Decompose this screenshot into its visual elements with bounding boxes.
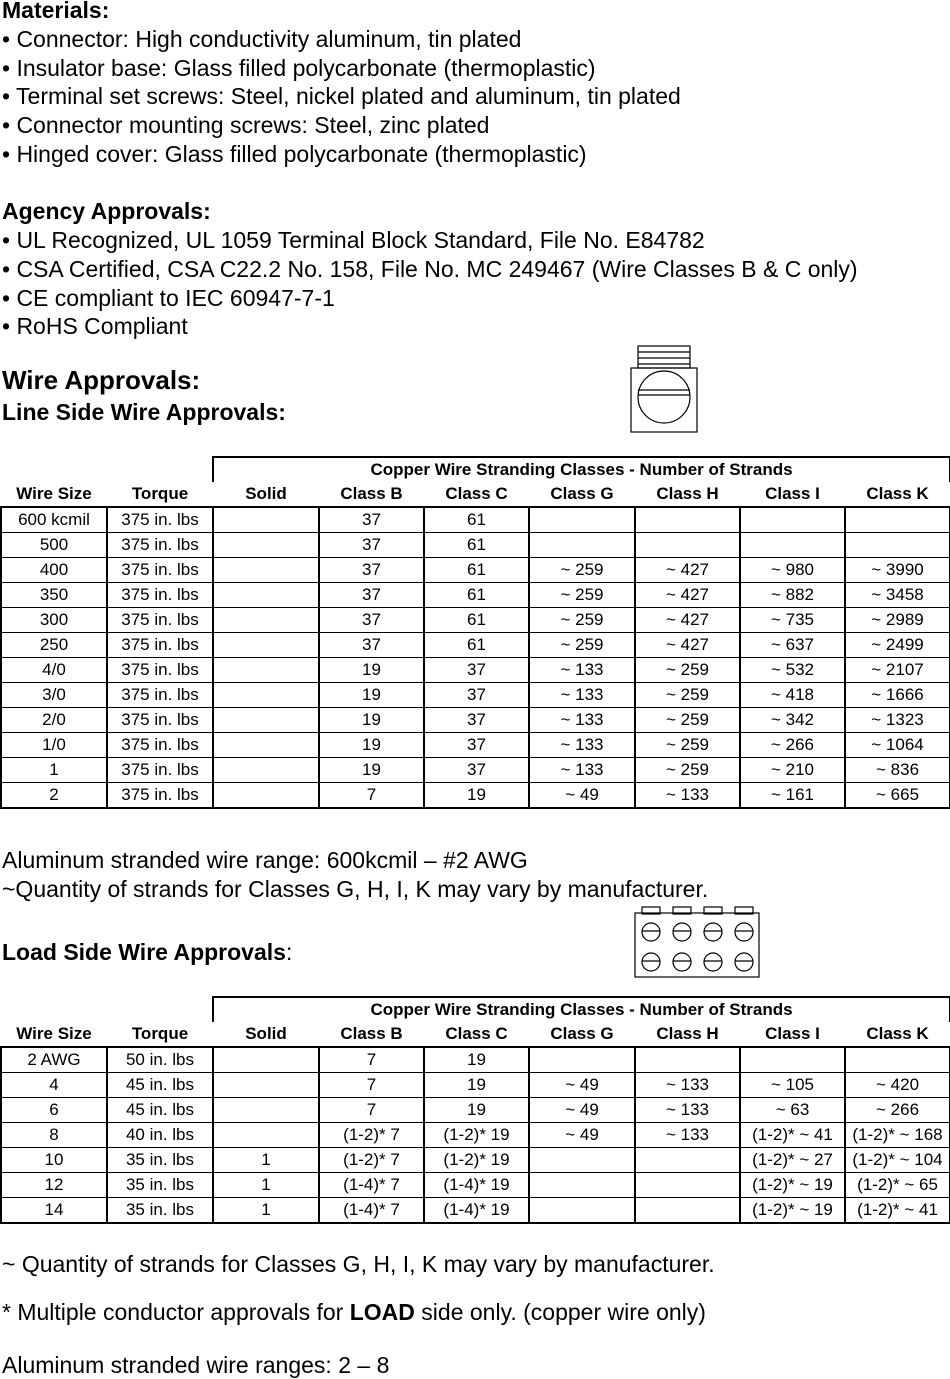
- load-side-heading: Load Side Wire Approvals: [2, 939, 286, 965]
- col-solid: Solid: [213, 1022, 319, 1047]
- cell-class-h: ~ 427: [635, 583, 740, 608]
- cell-class-h: ~ 259: [635, 733, 740, 758]
- cell-class-c: 37: [424, 658, 529, 683]
- cell-class-k: ~ 836: [845, 758, 950, 783]
- cell-torque: 375 in. lbs: [107, 708, 213, 733]
- cell-class-g: ~ 133: [529, 733, 635, 758]
- col-class-i: Class I: [740, 1022, 845, 1047]
- cell-class-b: 19: [319, 708, 424, 733]
- cell-class-g: ~ 133: [529, 658, 635, 683]
- materials-item: • Terminal set screws: Steel, nickel plated and aluminum, tin plated: [2, 83, 681, 109]
- col-class-i: Class I: [740, 482, 845, 507]
- cell-torque: 45 in. lbs: [107, 1073, 213, 1098]
- cell-solid: [213, 608, 319, 633]
- cell-class-i: ~ 735: [740, 608, 845, 633]
- cell-solid: [213, 558, 319, 583]
- table-row: [1, 507, 950, 533]
- cell-class-h: [635, 1198, 740, 1224]
- col-torque: Torque: [107, 1022, 213, 1047]
- cell-solid: [213, 783, 319, 809]
- cell-class-g: ~ 133: [529, 758, 635, 783]
- cell-class-i: (1-2)* ~ 41: [740, 1123, 845, 1148]
- cell-class-b: (1-4)* 7: [319, 1173, 424, 1198]
- table-row: [1, 708, 950, 733]
- cell-wire-size: 2/0: [1, 708, 107, 733]
- cell-class-h: ~ 259: [635, 708, 740, 733]
- cell-class-b: (1-4)* 7: [319, 1198, 424, 1224]
- stranding-group-header: Copper Wire Stranding Classes - Number of Strands: [213, 997, 950, 1022]
- cell-solid: [213, 583, 319, 608]
- cell-class-c: 37: [424, 683, 529, 708]
- cell-class-c: 37: [424, 758, 529, 783]
- agency-item: • CE compliant to IEC 60947-7-1: [2, 285, 335, 311]
- cell-class-g: ~ 259: [529, 583, 635, 608]
- cell-class-i: ~ 63: [740, 1098, 845, 1123]
- col-class-b: Class B: [319, 482, 424, 507]
- load-side-table: [0, 996, 950, 1224]
- cell-class-i: ~ 532: [740, 658, 845, 683]
- cell-class-g: [529, 1198, 635, 1224]
- cell-torque: 375 in. lbs: [107, 533, 213, 558]
- cell-class-g: ~ 133: [529, 708, 635, 733]
- agency-item: • RoHS Compliant: [2, 313, 188, 339]
- cell-class-h: [635, 1148, 740, 1173]
- load-connector-diagram: [634, 906, 760, 978]
- agency-item: • UL Recognized, UL 1059 Terminal Block Standard, File No. E84782: [2, 227, 705, 253]
- col-wire-size: Wire Size: [1, 1022, 107, 1047]
- cell-class-h: [635, 1047, 740, 1073]
- cell-wire-size: 2 AWG: [1, 1047, 107, 1073]
- cell-class-c: 61: [424, 583, 529, 608]
- cell-class-k: ~ 420: [845, 1073, 950, 1098]
- table-row: [1, 1098, 950, 1123]
- cell-wire-size: 12: [1, 1173, 107, 1198]
- cell-torque: 375 in. lbs: [107, 783, 213, 809]
- cell-class-c: 61: [424, 558, 529, 583]
- cell-class-g: ~ 49: [529, 783, 635, 809]
- cell-solid: [213, 633, 319, 658]
- cell-class-i: ~ 105: [740, 1073, 845, 1098]
- cell-class-c: 61: [424, 633, 529, 658]
- cell-wire-size: 4/0: [1, 658, 107, 683]
- cell-solid: [213, 1098, 319, 1123]
- cell-class-h: ~ 427: [635, 608, 740, 633]
- line-note-aluminum: Aluminum stranded wire range: 600kcmil – #2 AWG: [2, 847, 528, 873]
- cell-class-k: ~ 266: [845, 1098, 950, 1123]
- cell-class-b: 37: [319, 608, 424, 633]
- agency-item: • CSA Certified, CSA C22.2 No. 158, File No. MC 249467 (Wire Classes B & C only): [2, 256, 858, 282]
- cell-solid: [213, 533, 319, 558]
- load-table-body: [1, 1047, 950, 1223]
- cell-class-g: [529, 507, 635, 533]
- cell-torque: 375 in. lbs: [107, 583, 213, 608]
- cell-class-k: ~ 2107: [845, 658, 950, 683]
- header-spacer: [1, 457, 213, 482]
- cell-wire-size: 2: [1, 783, 107, 809]
- cell-class-h: ~ 133: [635, 1098, 740, 1123]
- cell-class-h: ~ 259: [635, 658, 740, 683]
- cell-class-g: ~ 259: [529, 608, 635, 633]
- table-row: [1, 658, 950, 683]
- cell-class-k: ~ 1323: [845, 708, 950, 733]
- cell-class-c: (1-4)* 19: [424, 1173, 529, 1198]
- cell-torque: 50 in. lbs: [107, 1047, 213, 1073]
- cell-class-i: ~ 637: [740, 633, 845, 658]
- table-row: [1, 1173, 950, 1198]
- cell-torque: 375 in. lbs: [107, 733, 213, 758]
- cell-class-b: 19: [319, 683, 424, 708]
- cell-class-b: 19: [319, 758, 424, 783]
- cell-solid: [213, 708, 319, 733]
- cell-torque: 375 in. lbs: [107, 758, 213, 783]
- load-note-aluminum: Aluminum stranded wire ranges: 2 – 8: [2, 1352, 390, 1378]
- load-note-quantity: ~ Quantity of strands for Classes G, H, I, K may vary by manufacturer.: [2, 1251, 715, 1277]
- load-side-colon: :: [285, 939, 293, 965]
- cell-class-g: [529, 1148, 635, 1173]
- table-row: [1, 758, 950, 783]
- materials-heading: Materials:: [2, 0, 110, 23]
- materials-item: • Connector: High conductivity aluminum, tin plated: [2, 26, 522, 52]
- cell-class-k: ~ 3990: [845, 558, 950, 583]
- cell-class-i: [740, 1047, 845, 1073]
- cell-class-h: ~ 133: [635, 1123, 740, 1148]
- cell-wire-size: 1: [1, 758, 107, 783]
- cell-class-c: 61: [424, 608, 529, 633]
- cell-class-g: [529, 533, 635, 558]
- cell-class-c: (1-2)* 19: [424, 1148, 529, 1173]
- cell-wire-size: 400: [1, 558, 107, 583]
- cell-torque: 35 in. lbs: [107, 1198, 213, 1224]
- cell-class-g: ~ 259: [529, 633, 635, 658]
- table-row: [1, 558, 950, 583]
- table-row: [1, 583, 950, 608]
- line-connector-diagram: [630, 345, 698, 435]
- cell-torque: 35 in. lbs: [107, 1148, 213, 1173]
- cell-class-h: ~ 427: [635, 633, 740, 658]
- cell-class-k: ~ 2499: [845, 633, 950, 658]
- cell-class-g: ~ 49: [529, 1123, 635, 1148]
- cell-solid: [213, 1047, 319, 1073]
- cell-class-k: (1-2)* ~ 168: [845, 1123, 950, 1148]
- col-class-c: Class C: [424, 1022, 529, 1047]
- cell-solid: [213, 733, 319, 758]
- cell-class-b: 7: [319, 783, 424, 809]
- materials-item: • Insulator base: Glass filled polycarbonate (thermoplastic): [2, 55, 596, 81]
- load-note-multiple-bold: LOAD: [349, 1299, 415, 1325]
- cell-class-i: ~ 161: [740, 783, 845, 809]
- wire-approvals-heading: Wire Approvals:: [2, 365, 201, 395]
- cell-class-i: ~ 980: [740, 558, 845, 583]
- cell-class-i: ~ 342: [740, 708, 845, 733]
- cell-class-g: ~ 49: [529, 1073, 635, 1098]
- col-class-g: Class G: [529, 482, 635, 507]
- cell-solid: 1: [213, 1173, 319, 1198]
- table-row: [1, 1047, 950, 1073]
- cell-class-i: ~ 210: [740, 758, 845, 783]
- cell-solid: [213, 507, 319, 533]
- cell-class-i: ~ 418: [740, 683, 845, 708]
- cell-class-k: [845, 1047, 950, 1073]
- cell-class-b: 37: [319, 558, 424, 583]
- cell-class-i: (1-2)* ~ 19: [740, 1173, 845, 1198]
- load-note-multiple: [2, 1298, 706, 1326]
- stranding-group-header: Copper Wire Stranding Classes - Number of Strands: [213, 457, 950, 482]
- cell-class-c: 61: [424, 533, 529, 558]
- cell-class-h: [635, 1173, 740, 1198]
- cell-torque: 375 in. lbs: [107, 507, 213, 533]
- load-note-multiple-pre: * Multiple conductor approvals for: [2, 1299, 350, 1325]
- line-side-heading: Line Side Wire Approvals:: [2, 399, 286, 425]
- cell-class-i: ~ 266: [740, 733, 845, 758]
- load-side-heading-line: [2, 938, 292, 966]
- cell-wire-size: 350: [1, 583, 107, 608]
- cell-class-h: ~ 259: [635, 758, 740, 783]
- table-row: [1, 1198, 950, 1224]
- table-row: [1, 683, 950, 708]
- col-class-k: Class K: [845, 482, 950, 507]
- cell-wire-size: 1/0: [1, 733, 107, 758]
- cell-class-h: ~ 133: [635, 1073, 740, 1098]
- cell-class-c: 61: [424, 507, 529, 533]
- table-row: [1, 783, 950, 809]
- cell-class-b: 37: [319, 533, 424, 558]
- cell-class-b: 19: [319, 658, 424, 683]
- col-class-h: Class H: [635, 482, 740, 507]
- cell-class-c: (1-4)* 19: [424, 1198, 529, 1224]
- cell-class-i: ~ 882: [740, 583, 845, 608]
- col-torque: Torque: [107, 482, 213, 507]
- cell-torque: 375 in. lbs: [107, 558, 213, 583]
- line-table-body: [1, 507, 950, 808]
- cell-class-k: [845, 533, 950, 558]
- cell-class-g: ~ 133: [529, 683, 635, 708]
- cell-class-k: (1-2)* ~ 104: [845, 1148, 950, 1173]
- cell-wire-size: 3/0: [1, 683, 107, 708]
- table-row: [1, 608, 950, 633]
- materials-item: • Connector mounting screws: Steel, zinc plated: [2, 112, 490, 138]
- col-wire-size: Wire Size: [1, 482, 107, 507]
- table-row: [1, 1073, 950, 1098]
- cell-solid: [213, 683, 319, 708]
- cell-solid: 1: [213, 1198, 319, 1224]
- cell-class-c: 37: [424, 733, 529, 758]
- cell-class-k: ~ 2989: [845, 608, 950, 633]
- line-note-quantity: ~Quantity of strands for Classes G, H, I, K may vary by manufacturer.: [2, 876, 709, 902]
- cell-solid: 1: [213, 1148, 319, 1173]
- cell-class-i: [740, 507, 845, 533]
- cell-class-b: (1-2)* 7: [319, 1123, 424, 1148]
- col-class-h: Class H: [635, 1022, 740, 1047]
- col-class-c: Class C: [424, 482, 529, 507]
- cell-torque: 375 in. lbs: [107, 608, 213, 633]
- cell-wire-size: 14: [1, 1198, 107, 1224]
- cell-wire-size: 250: [1, 633, 107, 658]
- cell-class-k: (1-2)* ~ 41: [845, 1198, 950, 1224]
- cell-class-i: (1-2)* ~ 19: [740, 1198, 845, 1224]
- cell-class-g: ~ 259: [529, 558, 635, 583]
- cell-class-c: (1-2)* 19: [424, 1123, 529, 1148]
- cell-torque: 40 in. lbs: [107, 1123, 213, 1148]
- line-side-table: [0, 456, 950, 809]
- cell-torque: 375 in. lbs: [107, 658, 213, 683]
- agency-heading: Agency Approvals:: [2, 198, 211, 224]
- cell-class-b: 37: [319, 633, 424, 658]
- cell-class-c: 19: [424, 783, 529, 809]
- cell-wire-size: 300: [1, 608, 107, 633]
- cell-torque: 35 in. lbs: [107, 1173, 213, 1198]
- cell-torque: 45 in. lbs: [107, 1098, 213, 1123]
- cell-wire-size: 8: [1, 1123, 107, 1148]
- materials-item: • Hinged cover: Glass filled polycarbonate (thermoplastic): [2, 141, 587, 167]
- load-note-multiple-post: side only. (copper wire only): [414, 1299, 706, 1325]
- cell-class-k: (1-2)* ~ 65: [845, 1173, 950, 1198]
- cell-solid: [213, 1073, 319, 1098]
- cell-wire-size: 4: [1, 1073, 107, 1098]
- cell-wire-size: 6: [1, 1098, 107, 1123]
- table-row: [1, 533, 950, 558]
- cell-solid: [213, 758, 319, 783]
- cell-class-h: ~ 133: [635, 783, 740, 809]
- cell-class-b: 7: [319, 1073, 424, 1098]
- cell-class-h: [635, 533, 740, 558]
- table-row: [1, 1123, 950, 1148]
- cell-class-g: ~ 49: [529, 1098, 635, 1123]
- table-row: [1, 733, 950, 758]
- cell-class-b: 19: [319, 733, 424, 758]
- cell-wire-size: 600 kcmil: [1, 507, 107, 533]
- cell-class-c: 37: [424, 708, 529, 733]
- cell-torque: 375 in. lbs: [107, 633, 213, 658]
- cell-class-i: [740, 533, 845, 558]
- cell-class-k: [845, 507, 950, 533]
- cell-class-c: 19: [424, 1073, 529, 1098]
- cell-class-c: 19: [424, 1098, 529, 1123]
- cell-solid: [213, 658, 319, 683]
- cell-class-k: ~ 1666: [845, 683, 950, 708]
- col-class-k: Class K: [845, 1022, 950, 1047]
- table-row: [1, 633, 950, 658]
- cell-class-k: ~ 1064: [845, 733, 950, 758]
- cell-wire-size: 500: [1, 533, 107, 558]
- table-row: [1, 1148, 950, 1173]
- col-class-g: Class G: [529, 1022, 635, 1047]
- cell-class-b: (1-2)* 7: [319, 1148, 424, 1173]
- col-class-b: Class B: [319, 1022, 424, 1047]
- cell-class-g: [529, 1047, 635, 1073]
- cell-torque: 375 in. lbs: [107, 683, 213, 708]
- cell-class-b: 37: [319, 583, 424, 608]
- cell-class-h: ~ 259: [635, 683, 740, 708]
- cell-class-h: [635, 507, 740, 533]
- cell-wire-size: 10: [1, 1148, 107, 1173]
- cell-class-h: ~ 427: [635, 558, 740, 583]
- header-spacer: [1, 997, 213, 1022]
- cell-class-k: ~ 665: [845, 783, 950, 809]
- cell-class-c: 19: [424, 1047, 529, 1073]
- col-solid: Solid: [213, 482, 319, 507]
- cell-class-b: 37: [319, 507, 424, 533]
- cell-class-i: (1-2)* ~ 27: [740, 1148, 845, 1173]
- cell-class-k: ~ 3458: [845, 583, 950, 608]
- cell-solid: [213, 1123, 319, 1148]
- cell-class-b: 7: [319, 1098, 424, 1123]
- cell-class-b: 7: [319, 1047, 424, 1073]
- cell-class-g: [529, 1173, 635, 1198]
